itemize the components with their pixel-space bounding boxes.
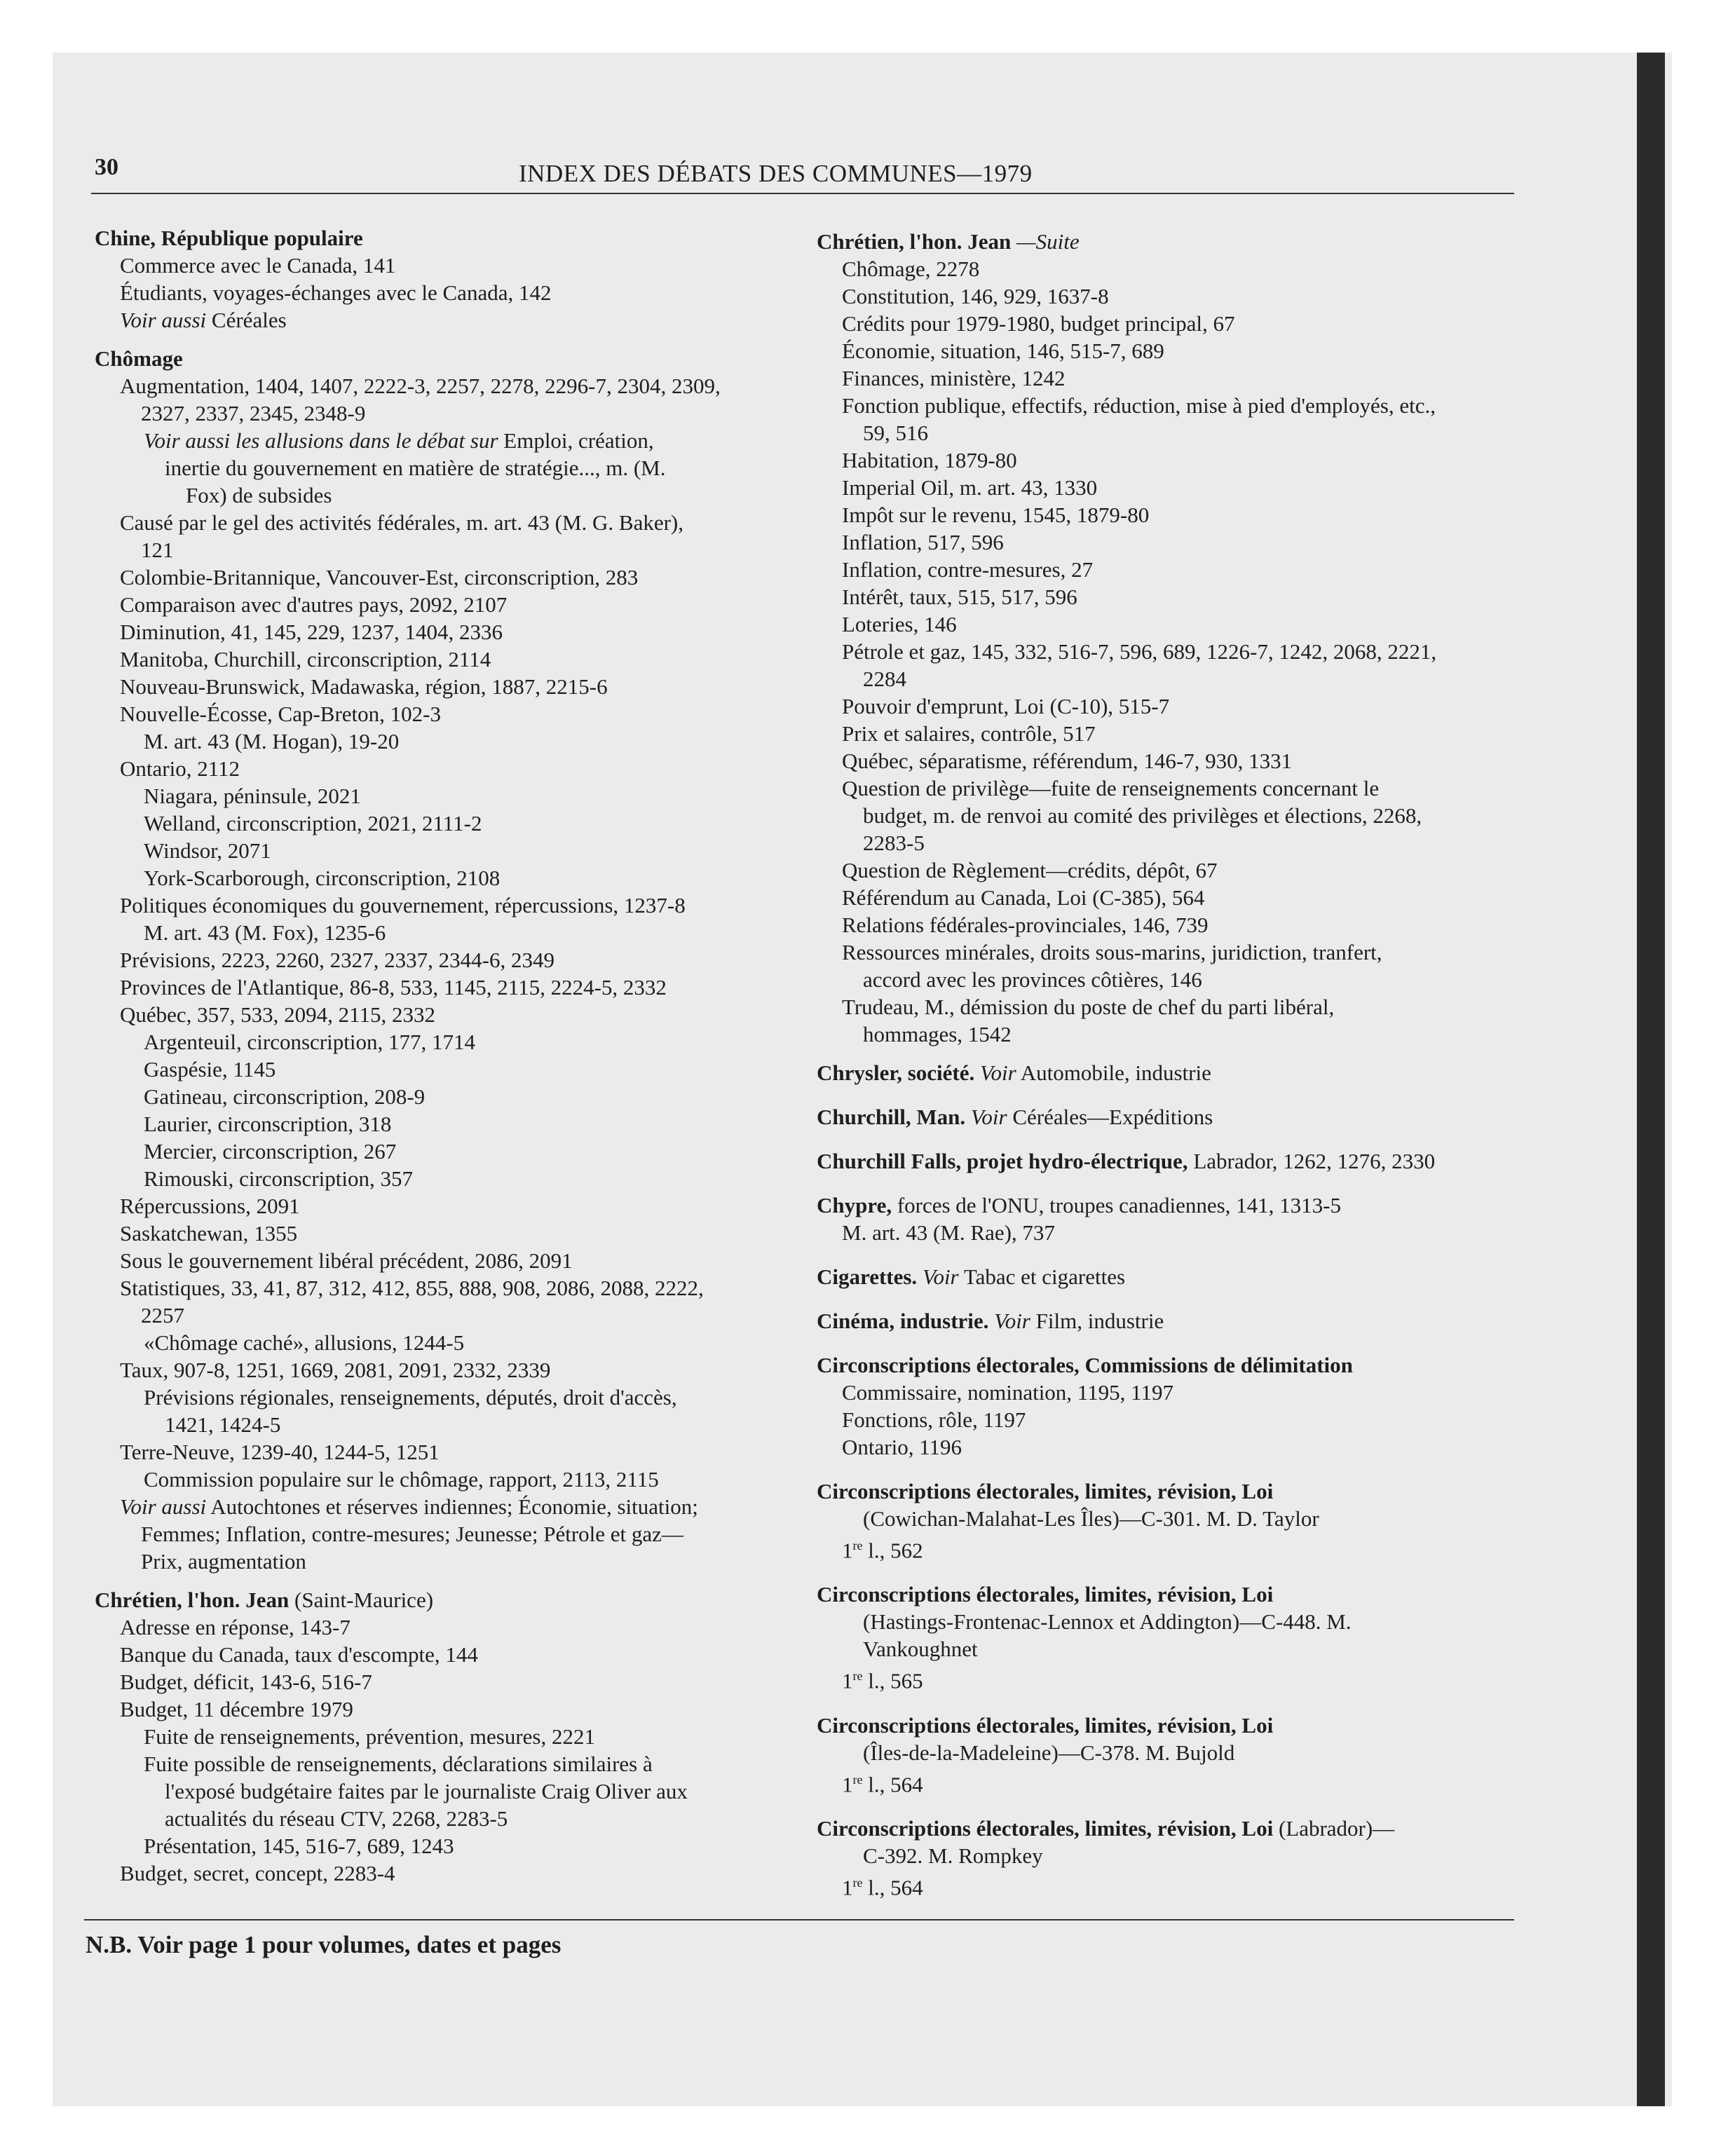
- see-also-label: Voir aussi: [120, 308, 207, 332]
- subentry: Saskatchewan, 1355: [120, 1221, 298, 1246]
- see-target: Tabac et cigarettes: [963, 1264, 1126, 1289]
- subentry: Commerce avec le Canada, 141: [120, 253, 396, 278]
- sub-subentry: Argenteuil, circonscription, 177, 1714: [144, 1030, 475, 1054]
- see-also-target: Emploi, création,: [503, 428, 654, 453]
- subentry: Crédits pour 1979-1980, budget principal, 67: [842, 311, 1235, 336]
- reading-reference: [817, 1869, 1518, 1901]
- reading-page: l., 564: [862, 1771, 923, 1796]
- index-column-left: [95, 224, 796, 1887]
- entry-heading-qualifier: (Saint-Maurice): [294, 1588, 434, 1612]
- index-entry-chine: [95, 224, 796, 334]
- subentry-see-also: [95, 1493, 796, 1520]
- subentry: Fonction publique, effectifs, réduction, mise à pied d'employés, etc.,: [842, 393, 1436, 418]
- reading-number: 1: [842, 1771, 853, 1796]
- sub-subentry: Welland, circonscription, 2021, 2111-2: [144, 811, 482, 835]
- reading-page: l., 562: [862, 1538, 923, 1563]
- subentry: Politiques économiques du gouvernement, répercussions, 1237-8: [120, 893, 686, 917]
- sub-subentry: Présentation, 145, 516-7, 689, 1243: [144, 1834, 454, 1858]
- subentry: Prévisions, 2223, 2260, 2327, 2337, 2344-6, 2349: [120, 948, 554, 972]
- index-entry-churchill-falls: [817, 1147, 1518, 1175]
- subentry-continuation: l'exposé budgétaire faites par le journaliste Craig Oliver aux: [165, 1779, 688, 1803]
- see-label: Voir: [970, 1105, 1007, 1129]
- header-rule: [91, 193, 1514, 194]
- subentry: Banque du Canada, taux d'escompte, 144: [120, 1642, 478, 1667]
- subentry: M. art. 43 (M. Rae), 737: [842, 1220, 1055, 1245]
- subentry-continuation: 2283-5: [863, 831, 925, 855]
- see-label: Voir: [922, 1264, 959, 1289]
- entry-heading: Chine, République populaire: [95, 226, 363, 250]
- subentry: Finances, ministère, 1242: [842, 366, 1066, 390]
- see-label: Voir: [980, 1060, 1016, 1085]
- see-also-label: Voir aussi les allusions dans le débat sur: [144, 428, 498, 453]
- sub-subentry: M. art. 43 (M. Hogan), 19-20: [144, 729, 400, 753]
- subentry-see-also: [95, 306, 796, 334]
- entry-continuation: (Îles-de-la-Madeleine)—C-378. M. Bujold: [863, 1740, 1235, 1765]
- index-entry-cinema: [817, 1307, 1518, 1335]
- subentry: Pouvoir d'emprunt, Loi (C-10), 515-7: [842, 694, 1170, 718]
- entry-continuation: (Cowichan-Malahat-Les Îles)—C-301. M. D. Taylor: [863, 1506, 1319, 1531]
- index-entry-cigarettes: [817, 1263, 1518, 1290]
- sub-subentry: Prévisions régionales, renseignements, députés, droit d'accès,: [144, 1385, 677, 1410]
- subentry: Trudeau, M., démission du poste de chef du parti libéral,: [842, 995, 1335, 1019]
- subentry: Comparaison avec d'autres pays, 2092, 2107: [120, 592, 508, 617]
- subentry-continuation: budget, m. de renvoi au comité des privilèges et élections, 2268,: [863, 803, 1422, 828]
- subentry: Impôt sur le revenu, 1545, 1879-80: [842, 503, 1150, 527]
- subentry: Fonctions, rôle, 1197: [842, 1407, 1026, 1432]
- entry-heading: [817, 1815, 1518, 1842]
- index-entry-circonscriptions-labrador: [817, 1815, 1518, 1901]
- index-entry-churchill: [817, 1103, 1518, 1131]
- reading-reference: [817, 1766, 1518, 1798]
- subentry: Taux, 907-8, 1251, 1669, 2081, 2091, 2332, 2339: [120, 1358, 551, 1382]
- entry-heading-bold: Cinéma, industrie.: [817, 1309, 989, 1333]
- subentry-continuation: actualités du réseau CTV, 2268, 2283-5: [165, 1806, 508, 1831]
- subentry: Répercussions, 2091: [120, 1194, 300, 1218]
- subentry: Québec, 357, 533, 2094, 2115, 2332: [120, 1002, 436, 1027]
- entry-text: Labrador, 1262, 1276, 2330: [1193, 1149, 1436, 1173]
- subentry: Diminution, 41, 145, 229, 1237, 1404, 2336: [120, 620, 503, 644]
- subentry: Terre-Neuve, 1239-40, 1244-5, 1251: [120, 1440, 440, 1464]
- index-entry-chrysler: [817, 1059, 1518, 1086]
- entry-continuation: C-392. M. Rompkey: [863, 1843, 1043, 1868]
- sub-subentry: Fuite de renseignements, prévention, mesures, 2221: [144, 1724, 595, 1749]
- subentry: Statistiques, 33, 41, 87, 312, 412, 855, 888, 908, 2086, 2088, 2222,: [120, 1276, 704, 1300]
- subentry: Question de privilège—fuite de renseignements concernant le: [842, 776, 1380, 800]
- subentry: Sous le gouvernement libéral précédent, 2086, 2091: [120, 1248, 573, 1273]
- entry-heading: [95, 1586, 796, 1613]
- entry-continuation: (Hastings-Frontenac-Lennox et Addington)—C-448. M.: [863, 1609, 1352, 1635]
- subentry: Ressources minérales, droits sous-marins, juridiction, tranfert,: [842, 940, 1382, 964]
- see-label: Voir: [994, 1309, 1030, 1333]
- subentry: Augmentation, 1404, 1407, 2222-3, 2257, 2278, 2296-7, 2304, 2309,: [120, 374, 721, 398]
- subentry-continuation: 2257: [141, 1303, 184, 1328]
- entry-heading: [817, 1192, 1518, 1219]
- sub-subentry: Mercier, circonscription, 267: [144, 1139, 397, 1164]
- subentry: Québec, séparatisme, référendum, 146-7, 930, 1331: [842, 749, 1293, 773]
- entry-heading-bold: Chrétien, l'hon. Jean: [95, 1588, 290, 1612]
- entry-heading-bold: Chrétien, l'hon. Jean: [817, 229, 1012, 254]
- subentry: Imperial Oil, m. art. 43, 1330: [842, 475, 1098, 500]
- subentry: Chômage, 2278: [842, 257, 980, 281]
- index-entry-chypre: [817, 1192, 1518, 1246]
- index-entry-circonscriptions-iles: [817, 1712, 1518, 1798]
- see-target: Céréales—Expéditions: [1012, 1105, 1213, 1129]
- subentry: Constitution, 146, 929, 1637-8: [842, 284, 1109, 308]
- entry-heading: Chômage: [95, 346, 183, 371]
- reading-number: 1: [842, 1538, 853, 1563]
- subentry-continuation: inertie du gouvernement en matière de stratégie..., m. (M.: [165, 456, 666, 480]
- sub-subentry: Niagara, péninsule, 2021: [144, 784, 361, 808]
- entry-heading-bold: Chrysler, société.: [817, 1060, 975, 1085]
- index-entry-chomage: [95, 345, 796, 1575]
- subentry: Référendum au Canada, Loi (C-385), 564: [842, 885, 1205, 910]
- entry-heading-bold: Churchill, Man.: [817, 1105, 966, 1129]
- subentry: Commissaire, nomination, 1195, 1197: [842, 1380, 1174, 1405]
- see-target: Automobile, industrie: [1020, 1060, 1211, 1085]
- subentry: Intérêt, taux, 515, 517, 596: [842, 585, 1077, 609]
- entry-heading-bold: Churchill Falls, projet hydro-électrique,: [817, 1149, 1188, 1173]
- sub-subentry: Windsor, 2071: [144, 838, 271, 863]
- entry-heading-suite: —Suite: [1016, 229, 1080, 254]
- subentry-see-also: [95, 427, 796, 454]
- subentry: Colombie-Britannique, Vancouver-Est, circonscription, 283: [120, 565, 639, 589]
- reading-ordinal: re: [852, 1538, 863, 1553]
- subentry-continuation: 2327, 2337, 2345, 2348-9: [141, 401, 366, 425]
- reading-page: l., 564: [862, 1875, 923, 1900]
- entry-heading: Circonscriptions électorales, limites, révision, Loi: [817, 1582, 1274, 1607]
- subentry: Inflation, 517, 596: [842, 530, 1004, 554]
- subentry-continuation: 1421, 1424-5: [165, 1412, 281, 1437]
- reading-ordinal: re: [852, 1875, 863, 1890]
- subentry: Prix et salaires, contrôle, 517: [842, 721, 1096, 746]
- sub-subentry: Gaspésie, 1145: [144, 1057, 276, 1082]
- reading-ordinal: re: [852, 1772, 863, 1787]
- subentry: Budget, secret, concept, 2283-4: [120, 1861, 395, 1885]
- entry-heading-bold: Circonscriptions électorales, limites, révision, Loi: [817, 1815, 1274, 1841]
- subentry: Loteries, 146: [842, 612, 957, 636]
- reading-number: 1: [842, 1668, 853, 1693]
- sub-subentry: Laurier, circonscription, 318: [144, 1112, 392, 1136]
- entry-heading-bold: Cigarettes.: [817, 1264, 918, 1289]
- sub-subentry: «Chômage caché», allusions, 1244-5: [144, 1330, 465, 1355]
- entry-heading: [817, 228, 1518, 255]
- subentry-continuation: accord avec les provinces côtières, 146: [863, 967, 1202, 992]
- reading-reference: [817, 1663, 1518, 1694]
- subentry-continuation: hommages, 1542: [863, 1022, 1012, 1046]
- index-entry-circonscriptions-commissions: [817, 1351, 1518, 1461]
- subentry: Économie, situation, 146, 515-7, 689: [842, 339, 1164, 363]
- reading-page: l., 565: [862, 1668, 923, 1693]
- reading-ordinal: re: [852, 1669, 863, 1684]
- entry-text: forces de l'ONU, troupes canadiennes, 141, 1313-5: [897, 1193, 1341, 1217]
- sub-subentry: M. art. 43 (M. Fox), 1235-6: [144, 920, 386, 945]
- subentry: Pétrole et gaz, 145, 332, 516-7, 596, 689, 1226-7, 1242, 2068, 2221,: [842, 639, 1437, 664]
- subentry: Provinces de l'Atlantique, 86-8, 533, 1145, 2115, 2224-5, 2332: [120, 975, 667, 999]
- reading-reference: [817, 1532, 1518, 1564]
- see-also-label: Voir aussi: [120, 1494, 207, 1519]
- entry-continuation: Vankoughnet: [863, 1637, 978, 1662]
- index-entry-chretien-suite: [817, 228, 1518, 1048]
- subentry: Budget, 11 décembre 1979: [120, 1697, 353, 1721]
- entry-heading: Circonscriptions électorales, limites, révision, Loi: [817, 1479, 1274, 1503]
- subentry-continuation: 2284: [863, 667, 906, 691]
- see-also-target: Céréales: [211, 308, 287, 332]
- subentry: Habitation, 1879-80: [842, 448, 1017, 472]
- subentry-continuation: 59, 516: [863, 421, 928, 445]
- subentry: Nouveau-Brunswick, Madawaska, région, 1887, 2215-6: [120, 674, 608, 699]
- running-title: INDEX DES DÉBATS DES COMMUNES—1979: [519, 160, 1033, 187]
- subentry: Nouvelle-Écosse, Cap-Breton, 102-3: [120, 702, 441, 726]
- subentry: Inflation, contre-mesures, 27: [842, 557, 1094, 582]
- footer-rule: [84, 1919, 1514, 1920]
- index-entry-circonscriptions-cowichan: [817, 1478, 1518, 1564]
- subentry: Ontario, 2112: [120, 756, 240, 781]
- scan-edge-bar: [1637, 53, 1665, 2106]
- subentry: Ontario, 1196: [842, 1435, 962, 1459]
- index-column-right: [817, 228, 1518, 1901]
- subentry: Budget, déficit, 143-6, 516-7: [120, 1670, 372, 1694]
- reading-number: 1: [842, 1875, 853, 1900]
- subentry-continuation: Prix, augmentation: [141, 1549, 306, 1574]
- sub-subentry: Fuite possible de renseignements, déclarations similaires à: [144, 1752, 653, 1776]
- subentry: Manitoba, Churchill, circonscription, 2114: [120, 647, 491, 671]
- subentry-continuation: Femmes; Inflation, contre-mesures; Jeunesse; Pétrole et gaz—: [141, 1522, 683, 1546]
- subentry-continuation: 121: [141, 538, 174, 562]
- index-entry-chretien: [95, 1586, 796, 1887]
- sub-subentry: Gatineau, circonscription, 208-9: [144, 1084, 426, 1109]
- see-target: Film, industrie: [1035, 1309, 1164, 1333]
- subentry: Adresse en réponse, 143-7: [120, 1615, 351, 1639]
- entry-heading: Circonscriptions électorales, Commissions de délimitation: [817, 1353, 1353, 1377]
- entry-heading: Circonscriptions électorales, limites, révision, Loi: [817, 1712, 1274, 1738]
- see-also-target: Autochtones et réserves indiennes; Économie, situation;: [210, 1494, 698, 1519]
- entry-heading-bold: Chypre,: [817, 1193, 892, 1217]
- subentry: Étudiants, voyages-échanges avec le Canada, 142: [120, 280, 552, 305]
- subentry-continuation: Fox) de subsides: [186, 483, 332, 507]
- subentry: Causé par le gel des activités fédérales, m. art. 43 (M. G. Baker),: [120, 510, 683, 535]
- sub-subentry: Rimouski, circonscription, 357: [144, 1166, 414, 1191]
- footnote: N.B. Voir page 1 pour volumes, dates et pages: [86, 1931, 562, 1958]
- index-entry-circonscriptions-hastings: [817, 1581, 1518, 1694]
- entry-heading-qualifier: (Labrador)—: [1278, 1815, 1395, 1841]
- sub-subentry: Commission populaire sur le chômage, rapport, 2113, 2115: [144, 1467, 659, 1492]
- sub-subentry: York-Scarborough, circonscription, 2108: [144, 866, 501, 890]
- subentry: Question de Règlement—crédits, dépôt, 67: [842, 858, 1218, 882]
- page-number: 30: [95, 154, 118, 180]
- subentry: Relations fédérales-provinciales, 146, 739: [842, 913, 1209, 937]
